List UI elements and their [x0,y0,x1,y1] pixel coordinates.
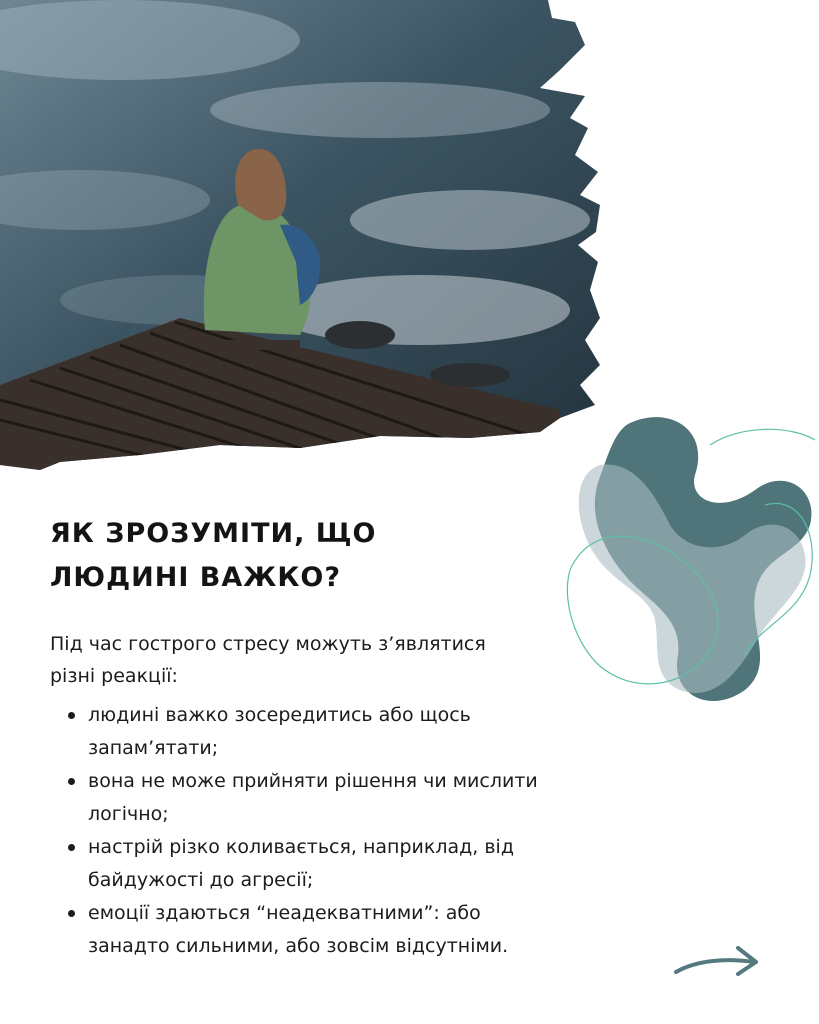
page-title [50,512,570,600]
hero-photo [0,0,610,475]
list-item: настрій різко коливається, наприклад, від байдужості до агресії; [66,831,636,897]
list-item: емоції здаються “неадекватними”: або занадто сильними, або зовсім відсутніми. [66,897,636,963]
arrow-right-icon[interactable] [672,938,762,980]
intro-line-2: різні реакції: [50,665,178,687]
bullet-icon [68,910,75,917]
list-item: людині важко зосередитись або щось запам’ятати; [66,699,636,765]
bullet-icon [68,778,75,785]
reactions-list [66,699,636,963]
title-line-2: ЛЮДИНІ ВАЖКО? [50,562,342,593]
bullet-icon [68,844,75,851]
bullet-icon [68,712,75,719]
intro-text [50,628,610,692]
title-line-1: ЯК ЗРОЗУМІТИ, ЩО [50,518,377,549]
intro-line-1: Під час гострого стресу можуть з’являтися [50,633,486,655]
list-item: вона не може прийняти рішення чи мислити логічно; [66,765,636,831]
